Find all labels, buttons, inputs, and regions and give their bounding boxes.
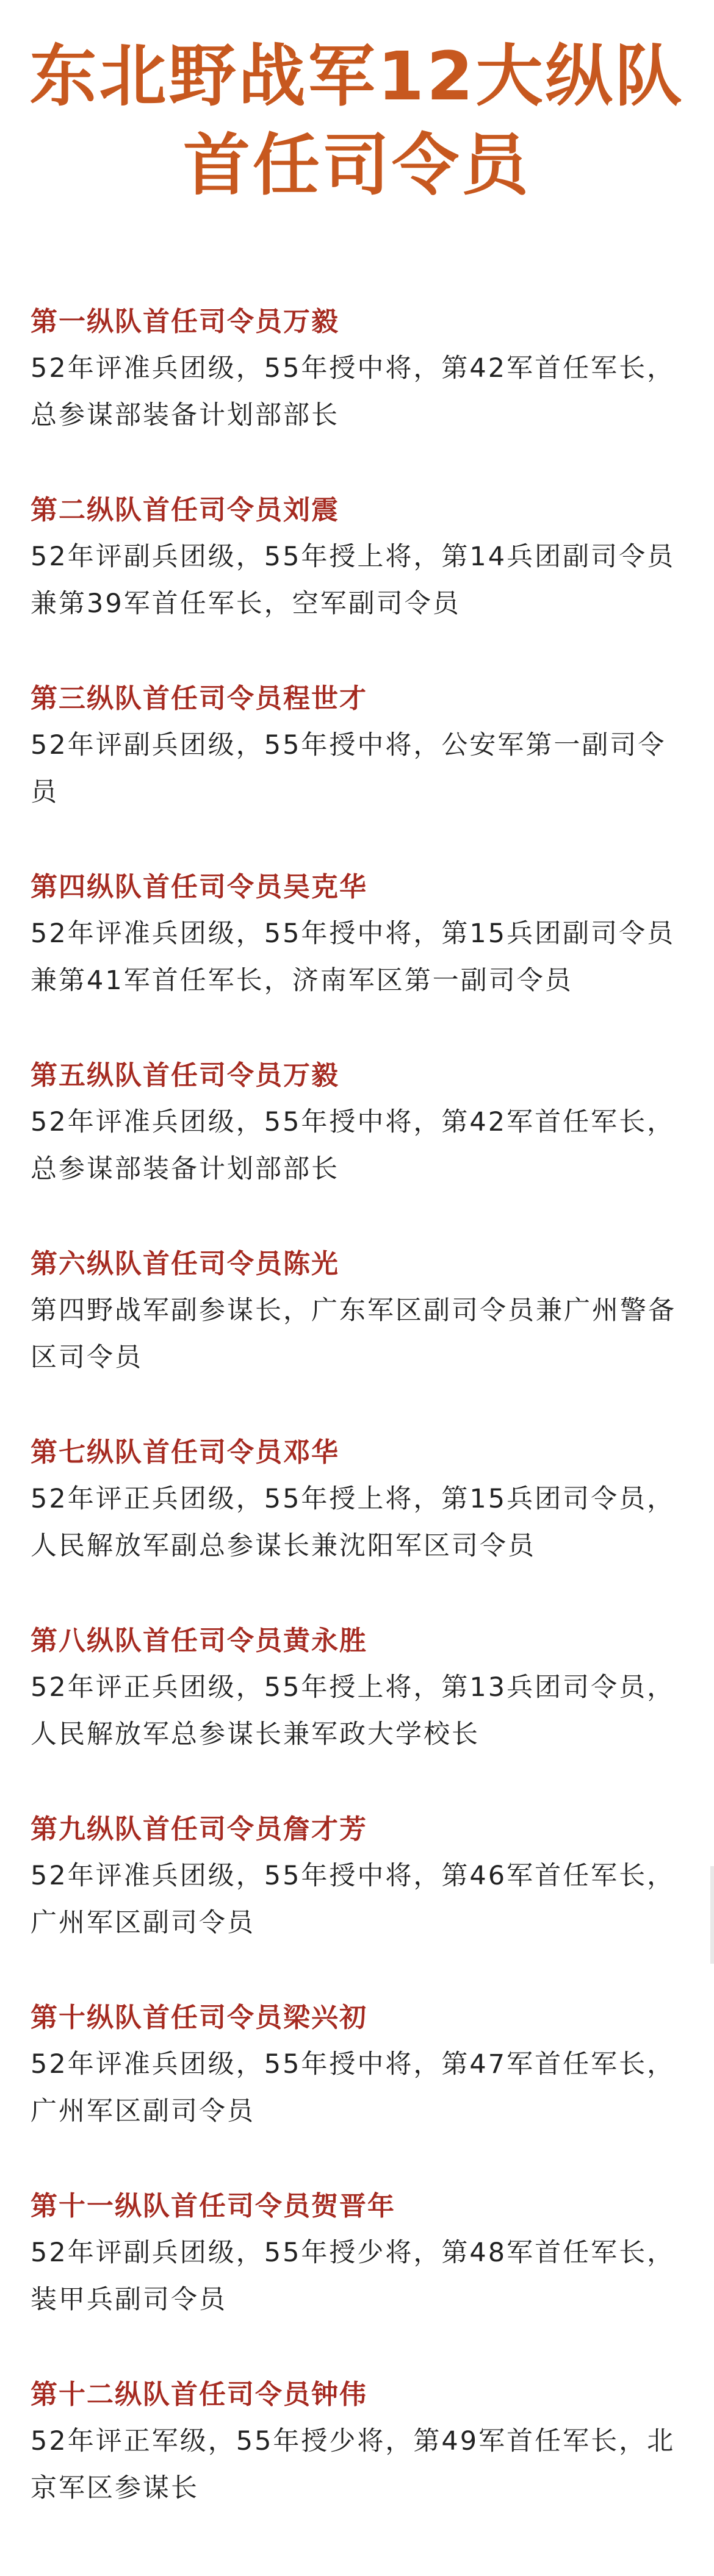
entry-body: 52年评准兵团级，55年授中将，第15兵团副司令员兼第41军首任军长，济南军区第一副司令员: [31, 918, 676, 996]
entry-heading: 第二纵队首任司令员刘震: [31, 495, 339, 526]
page-title: [0, 0, 714, 210]
entry-body: 52年评准兵团级，55年授中将，第47军首任军长，广州军区副司令员: [31, 2049, 676, 2127]
entry-heading: 第三纵队首任司令员程世才: [31, 683, 367, 714]
entry-body: 52年评副兵团级，55年授上将，第14兵团副司令员兼第39军首任军长，空军副司令员: [31, 542, 676, 619]
entry-body: 52年评准兵团级，55年授中将，第42军首任军长，总参谋部装备计划部部长: [31, 1107, 676, 1184]
list-item: [31, 2189, 690, 2378]
list-item: [31, 1812, 690, 2001]
entry-heading: 第九纵队首任司令员詹才芳: [31, 1814, 367, 1845]
list-item: [31, 1247, 690, 1436]
list-item: [31, 870, 690, 1059]
list-item: [31, 682, 690, 870]
entry-heading: 第七纵队首任司令员邓华: [31, 1437, 339, 1468]
list-item: [31, 1624, 690, 1812]
list-item: [31, 493, 690, 682]
entry-heading: 第六纵队首任司令员陈光: [31, 1248, 339, 1279]
list-item: [31, 305, 690, 493]
entry-heading: 第八纵队首任司令员黄永胜: [31, 1625, 367, 1656]
entry-body: 52年评正军级，55年授少将，第49军首任军长，北京军区参谋长: [31, 2426, 676, 2503]
entry-heading: 第五纵队首任司令员万毅: [31, 1060, 339, 1091]
scrollbar-track: [710, 1866, 714, 1964]
list-item: [31, 1059, 690, 1247]
entry-body: 52年评正兵团级，55年授上将，第13兵团司令员，人民解放军总参谋长兼军政大学校长: [31, 1672, 676, 1750]
entry-body: 52年评准兵团级，55年授中将，第42军首任军长，总参谋部装备计划部部长: [31, 353, 676, 431]
entry-body: 第四野战军副参谋长，广东军区副司令员兼广州警备区司令员: [31, 1295, 676, 1373]
entry-heading: 第十一纵队首任司令员贺晋年: [31, 2191, 395, 2222]
entry-body: 52年评准兵团级，55年授中将，第46军首任军长，广州军区副司令员: [31, 1861, 676, 1938]
page-title-line-2: 首任司令员: [183, 126, 531, 204]
list-item: [31, 2001, 690, 2189]
page-title-line-1: 东北野战军12大纵队: [29, 37, 685, 115]
entry-heading: 第十纵队首任司令员梁兴初: [31, 2002, 367, 2033]
entry-heading: 第十二纵队首任司令员钟伟: [31, 2379, 367, 2410]
commander-list: [31, 305, 690, 2566]
entry-body: 52年评正兵团级，55年授上将，第15兵团司令员，人民解放军副总参谋长兼沈阳军区司令员: [31, 1484, 676, 1561]
entry-body: 52年评副兵团级，55年授少将，第48军首任军长，装甲兵副司令员: [31, 2238, 676, 2315]
list-item: [31, 2378, 690, 2566]
entry-heading: 第四纵队首任司令员吴克华: [31, 871, 367, 903]
entry-body: 52年评副兵团级，55年授中将，公安军第一副司令员: [31, 730, 666, 807]
list-item: [31, 1436, 690, 1624]
entry-heading: 第一纵队首任司令员万毅: [31, 306, 339, 337]
